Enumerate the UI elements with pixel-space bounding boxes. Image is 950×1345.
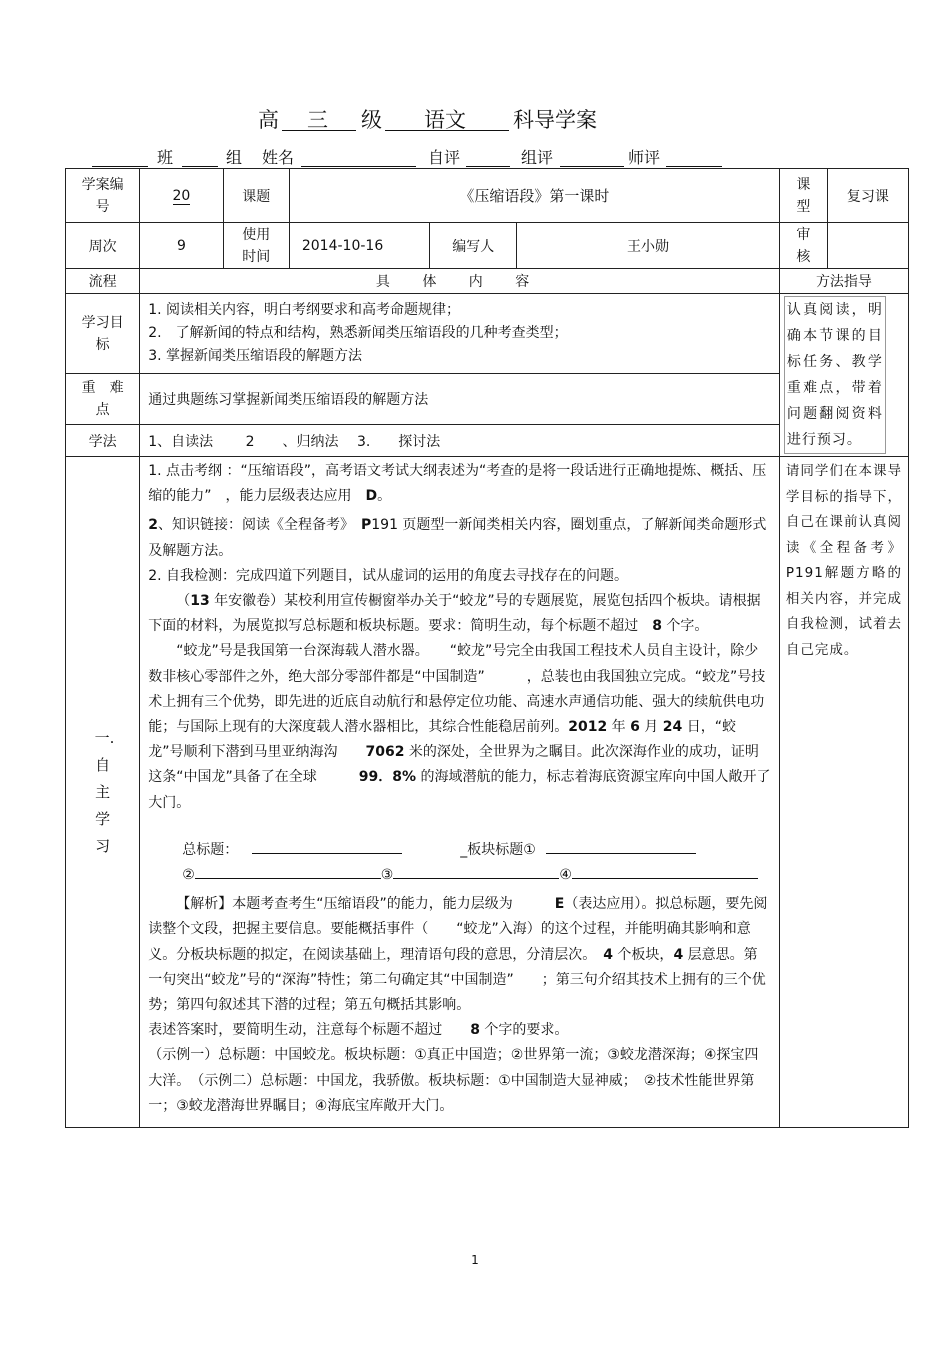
- title-underline-1: [282, 130, 356, 131]
- name-label: 姓名: [262, 148, 295, 167]
- goal-item: 2. 了解新闻的特点和结构，熟悉新闻类压缩语段的几种考查类型；: [148, 325, 568, 342]
- key-points-label: 重 难 点: [66, 374, 140, 425]
- exam-outline: 1. 点击考纲 ：“压缩语段”，高考语文考试大纲表述为“考查的是将一段话进行正确地提炼、概括、压缩的能力” ，能力层级表达应用 D。: [148, 463, 767, 505]
- question-prompt: （13 年安徽卷）某校利用宣传橱窗举办关于“蛟龙”号的专题展览，展览包括四个板块。请根据下面的材料，为展览拟写总标题和板块标题。要求：简明生动，每个标题不超过 8 个字。: [148, 593, 761, 635]
- title-gao: 高: [258, 108, 279, 132]
- class-label: 班: [157, 148, 174, 167]
- self-study-method-tip: 请同学们在本课导学目标的指导下，自己在课前认真阅读《全程备考》P191解题方略的相关内容，并完成自我检测，试着去自己完成。: [779, 457, 908, 1128]
- analysis: 【解析】本题考查考生“压缩语段”的能力，能力层级为 E（表达应用）。拟总标题，要先阅读整个文段，把握主要信息。要能概括事件（ “蛟龙”入海）的这个过程，并能明确其影响和意义。分板块标题的拟定，在阅读基础上，理清语句段的意思，分清层次。 4 个板块，4 层意思。第一句突出“蛟龙”号的“深海”特性；第二句确定其“中国制造” ；第三句介绍其技术上拥有的三个优势；第四句叙述其下潜的过程；第五句概括其影响。: [148, 896, 768, 1014]
- self-study-content: [140, 457, 780, 1128]
- title-ji: 级: [361, 108, 382, 132]
- editor: 王小勋: [517, 223, 780, 269]
- self-check: 2. 自我检测：完成四道下列题目，试从虚词的运用的角度去寻找存在的问题。: [148, 567, 629, 584]
- group-eval-label: 组评: [521, 148, 554, 167]
- block-title-3-blank[interactable]: [393, 864, 559, 879]
- goal-item: 1. 阅读相关内容，明白考纲要求和高考命题规律；: [148, 302, 461, 319]
- review-cell: [827, 223, 908, 269]
- study-method-label: 学法: [66, 425, 140, 457]
- topic-label: 课题: [223, 169, 289, 223]
- plan-number: 20: [172, 187, 191, 204]
- title-subject: 语文: [424, 108, 466, 132]
- review-label: 审核: [779, 223, 827, 269]
- goal-item: 3. 掌握新闻类压缩语段的解题方法: [148, 348, 363, 365]
- week: 9: [140, 223, 223, 269]
- use-time-label: 使用时间: [223, 223, 289, 269]
- answer-requirement: 表述答案时，要简明生动，注意每个标题不超过 8 个字的要求。: [148, 1022, 569, 1039]
- page-number: 1: [471, 1253, 479, 1267]
- method-header: 方法指导: [779, 269, 908, 294]
- self-study-label: 一.自主学习: [94, 728, 115, 855]
- self-eval-label: 自评: [428, 148, 461, 167]
- teacher-eval-blank[interactable]: [666, 166, 722, 167]
- key-points: 通过典题练习掌握新闻类压缩语段的解题方法: [140, 374, 780, 425]
- block-title-4-blank[interactable]: [572, 864, 758, 879]
- title-suffix: 科导学案: [513, 108, 597, 132]
- knowledge-link: 2、知识链接：阅读《全程备考》 P191 页题型一新闻类相关内容，圈划重点，了解新闻类命题形式及解题方法。: [148, 517, 767, 559]
- goals-list: [140, 294, 780, 374]
- editor-label: 编写人: [430, 223, 517, 269]
- group-eval-blank[interactable]: [560, 166, 624, 167]
- plan-number-label: 学案编号: [66, 169, 140, 223]
- goals-label: 学习目标: [66, 294, 140, 374]
- title-underline-2: [385, 130, 509, 131]
- week-label: 周次: [66, 223, 140, 269]
- lesson-type: 复习课: [827, 169, 908, 223]
- group-blank[interactable]: [182, 166, 218, 167]
- study-plan-table: [65, 168, 909, 1128]
- topic: 《压缩语段》第一课时: [289, 169, 779, 223]
- self-eval-blank[interactable]: [466, 166, 510, 167]
- sample-answers: （示例一）总标题：中国蛟龙。板块标题：①真正中国造；②世界第一流；③蛟龙潜深海；④探宝四大洋。 （示例二）总标题：中国龙，我骄傲。板块标题：①中国制造大显神威； ②技术性能世界第一；③蛟龙潜海世界瞩目；④海底宝库敞开大门。: [148, 1047, 759, 1114]
- goals-method-tip: 认真阅读，明确本节课的目标任务、教学重难点，带着问题翻阅资料进行预习。: [784, 296, 886, 454]
- answer-line-2: ② ③ ④: [148, 863, 771, 888]
- lesson-type-label: 课型: [779, 169, 827, 223]
- block-title-2-blank[interactable]: [195, 864, 381, 879]
- answer-line-1: 总标题： _板块标题①: [148, 838, 771, 863]
- use-date: 2014-10-16: [289, 223, 429, 269]
- content-header: 具 体 内 容: [140, 269, 780, 294]
- group-label: 组: [226, 148, 243, 167]
- teacher-eval-label: 师评: [628, 148, 661, 167]
- study-methods: 1、自读法 2 、归纳法 3. 探讨法: [140, 425, 780, 457]
- title-grade: 三: [307, 108, 328, 132]
- flow-label: 流程: [66, 269, 140, 294]
- material-text: “蛟龙”号是我国第一台深海载人潜水器。 “蛟龙”号完全由我国工程技术人员自主设计，除少数非核心零部件之外，绝大部分零部件都是“中国制造” ，总装也由我国独立完成。“蛟龙”号技术上拥有三个优势，即先进的近底自动航行和悬停定位功能、高速水声通信功能、强大的续航供电功能；与国际上现有的大深度载人潜水器相比，其综合性能稳居前列。2012 年 6 月 24 日，“蛟龙”号顺利下潜到马里亚纳海沟 7062 米的深处，全世界为之瞩目。此次深海作业的成功，证明这条“中国龙”具备了在全球 99．8% 的海域潜航的能力，标志着海底资源宝库向中国人敞开了大门。: [148, 643, 771, 811]
- name-blank[interactable]: [301, 166, 416, 167]
- class-blank[interactable]: [92, 166, 148, 167]
- total-title-blank[interactable]: [252, 839, 402, 854]
- block-title-1-blank[interactable]: [546, 839, 696, 854]
